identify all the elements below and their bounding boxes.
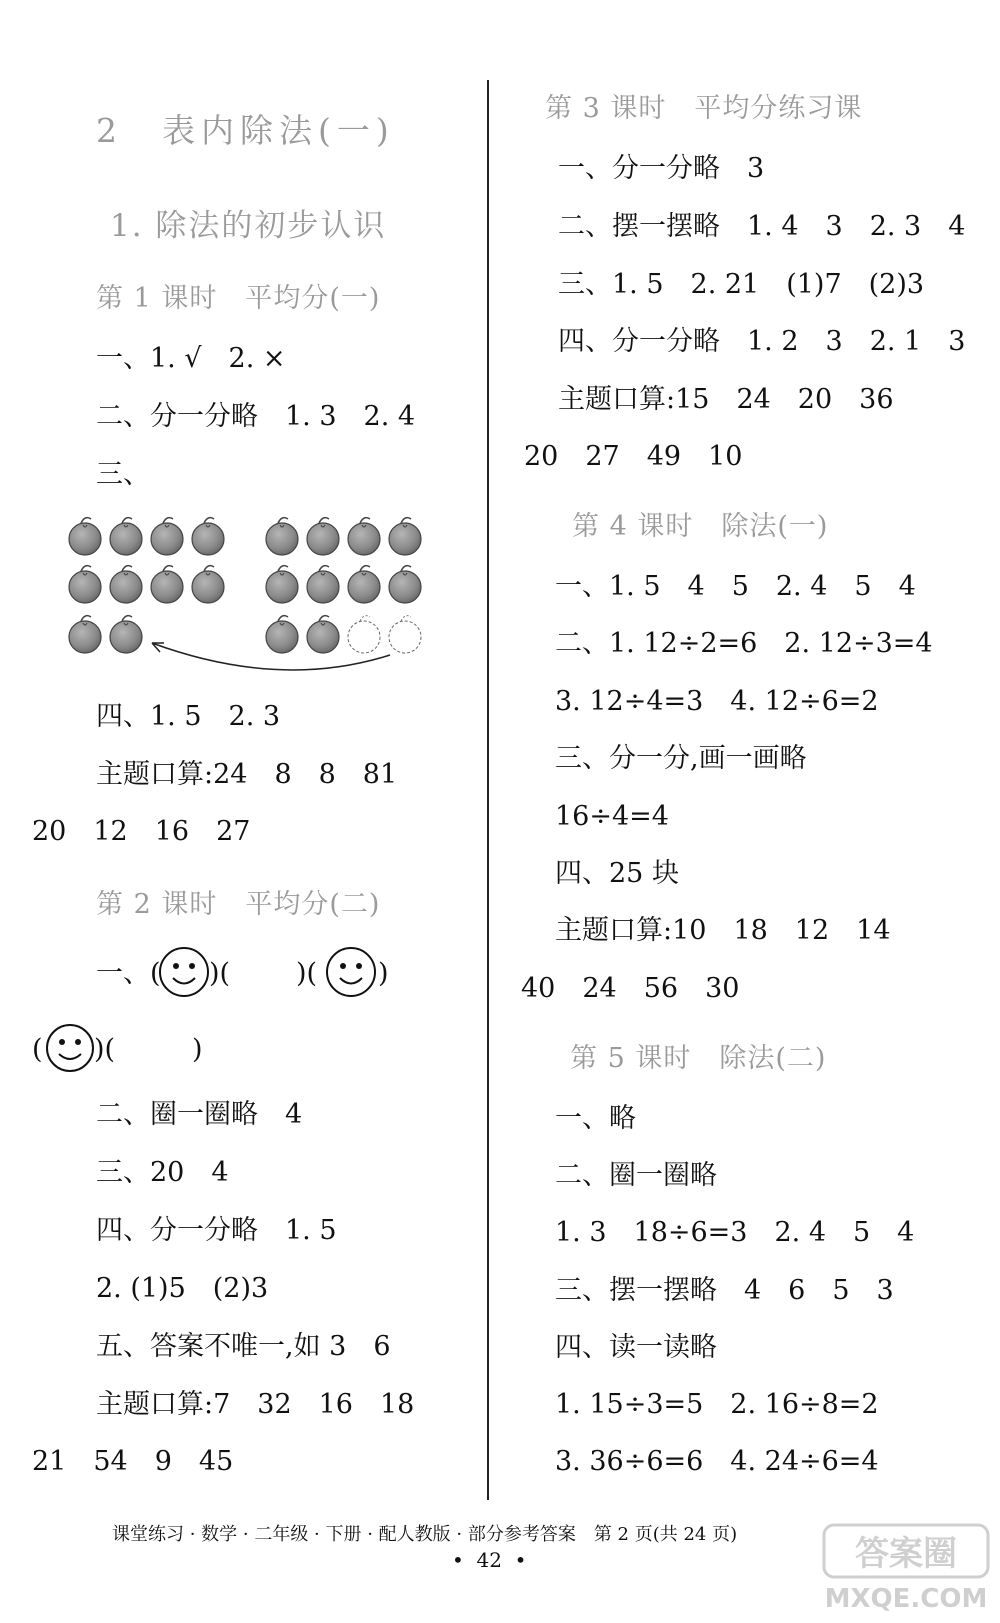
lesson2-mental-math-cont: 21 54 9 45: [32, 1446, 234, 1477]
lesson1-title: 第 1 课时 平均分(一): [96, 283, 381, 314]
lesson4-mental-math: 主题口算:10 18 12 14: [555, 915, 891, 946]
section-title: 1. 除法的初步认识: [110, 208, 387, 244]
lesson4-q4: 四、25 块: [555, 858, 679, 889]
lesson5-q2: 二、圈一圈略: [555, 1160, 717, 1191]
lesson5-q3: 三、摆一摆略 4 6 5 3: [555, 1275, 894, 1306]
svg-text:MXQE.COM: MXQE.COM: [824, 1584, 988, 1614]
svg-text:(: (: [32, 1034, 43, 1065]
lesson2-q4: 四、分一分略 1. 5: [96, 1215, 337, 1246]
svg-text:一、(: 一、(: [96, 958, 161, 989]
lesson4-q3-answer: 16÷4=4: [555, 801, 669, 832]
lesson2-q4-2: 2. (1)5 (2)3: [96, 1273, 269, 1304]
column-divider: [487, 80, 489, 1500]
lesson5-title: 第 5 课时 除法(二): [570, 1043, 827, 1074]
smiley-icon: [327, 948, 375, 996]
lesson2-q2: 二、圈一圈略 4: [96, 1099, 303, 1130]
svg-text:答案圈: 答案圈: [855, 1534, 958, 1574]
lesson5-q2-answer: 1. 3 18÷6=3 2. 4 5 4: [555, 1217, 915, 1248]
svg-text:)(: )(: [296, 958, 318, 989]
lesson2-mental-math: 主题口算:7 32 16 18: [96, 1389, 415, 1420]
watermark-logo: [806, 1500, 988, 1614]
lesson5-q4-answer-2: 3. 36÷6=6 4. 24÷6=4: [555, 1446, 879, 1477]
lesson3-title: 第 3 课时 平均分练习课: [545, 93, 863, 124]
watermark-icon: [816, 1519, 996, 1619]
page-number-row: • 42 •: [452, 1548, 527, 1572]
lesson4-q1: 一、1. 5 4 5 2. 4 5 4: [555, 571, 916, 602]
lesson3-mental-math-cont: 20 27 49 10: [524, 441, 743, 472]
lesson1-mental-math-cont: 20 12 16 27: [32, 816, 251, 847]
page-number: 42: [476, 1548, 502, 1572]
lesson3-q1: 一、分一分略 3: [558, 153, 765, 184]
smiley-icon: [47, 1025, 93, 1071]
svg-text:): ): [378, 958, 389, 989]
lesson5-q4-answer-1: 1. 15÷3=5 2. 16÷8=2: [555, 1389, 879, 1420]
apple-group-right: [266, 518, 421, 653]
apple-group-left: [69, 518, 224, 653]
svg-text:)(: )(: [209, 958, 231, 989]
lesson1-q2: 二、分一分略 1. 3 2. 4: [96, 401, 416, 432]
smiley-row-1: [96, 942, 406, 1002]
lesson1-q1: 一、1. √ 2. ×: [96, 343, 286, 374]
lesson2-title: 第 2 课时 平均分(二): [96, 889, 381, 920]
chapter-title: 2 表内除法(一): [96, 111, 395, 150]
lesson3-mental-math: 主题口算:15 24 20 36: [558, 384, 894, 415]
apple-division-figure: [60, 510, 450, 680]
lesson2-q5: 五、答案不唯一,如 3 6: [96, 1331, 391, 1362]
lesson1-mental-math: 主题口算:24 8 8 81: [96, 759, 398, 790]
footer-text: 课堂练习 · 数学 · 二年级 · 下册 · 配人教版 · 部分参考答案 第 2 页(共 24 页): [112, 1524, 738, 1545]
lesson4-q2: 二、1. 12÷2=6 2. 12÷3=4: [555, 628, 933, 659]
lesson4-title: 第 4 课时 除法(一): [572, 511, 829, 542]
lesson5-q4: 四、读一读略: [555, 1332, 717, 1363]
lesson3-q4: 四、分一分略 1. 2 3 2. 1 3: [558, 326, 966, 357]
svg-text:)(: )(: [94, 1034, 116, 1065]
lesson4-q3: 三、分一分,画一画略: [555, 743, 807, 774]
lesson1-q3: 三、: [96, 459, 150, 490]
svg-text:): ): [192, 1034, 203, 1065]
lesson4-q2-cont: 3. 12÷4=3 4. 12÷6=2: [555, 686, 879, 717]
lesson4-mental-math-cont: 40 24 56 30: [521, 973, 740, 1004]
smiley-icon: [160, 948, 208, 996]
lesson2-q3: 三、20 4: [96, 1157, 229, 1188]
lesson3-q2: 二、摆一摆略 1. 4 3 2. 3 4: [558, 211, 966, 242]
lesson5-q1: 一、略: [555, 1103, 636, 1134]
lesson1-q4: 四、1. 5 2. 3: [96, 701, 281, 732]
smiley-row-2: [32, 1020, 232, 1080]
lesson3-q3: 三、1. 5 2. 21 (1)7 (2)3: [558, 269, 925, 300]
